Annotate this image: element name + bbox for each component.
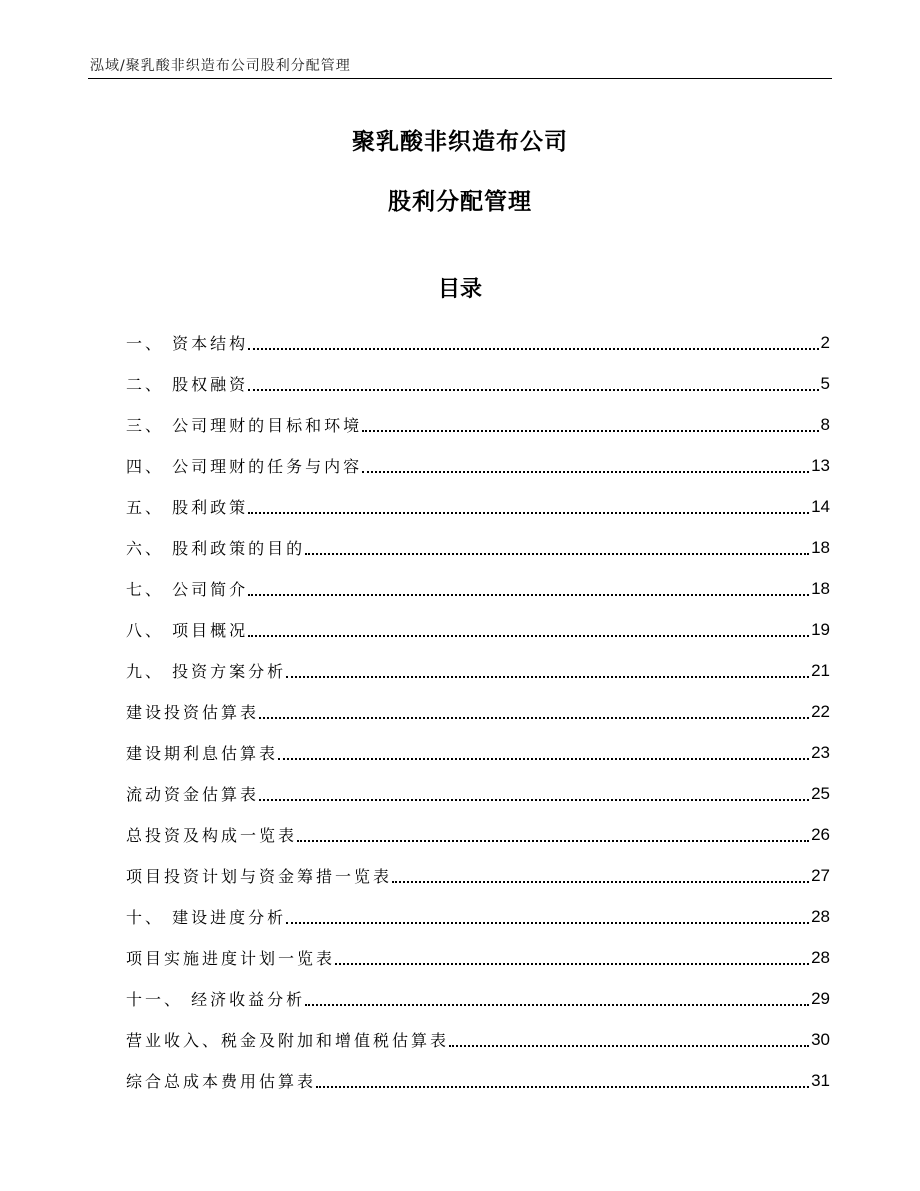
toc-entry-page: 18 [811, 537, 830, 557]
toc-entry-label: 综合总成本费用估算表 [126, 1072, 317, 1091]
toc-dot-leader [259, 799, 809, 801]
toc-entry[interactable] [126, 814, 830, 855]
toc-dot-leader [316, 1086, 809, 1088]
toc-entry-label: 八、 项目概况 [126, 621, 249, 640]
toc-dot-leader [259, 717, 809, 719]
table-of-contents [126, 322, 830, 1101]
toc-entry-page: 2 [820, 332, 830, 352]
toc-entry-label: 营业收入、税金及附加和增值税估算表 [126, 1031, 450, 1050]
toc-entry-label: 项目实施进度计划一览表 [126, 949, 336, 968]
toc-entry-page: 30 [811, 1029, 830, 1049]
toc-entry-page: 18 [811, 578, 830, 598]
toc-entry-label: 建设期利息估算表 [126, 744, 279, 763]
toc-entry-page: 8 [820, 414, 830, 434]
toc-entry-label: 十、 建设进度分析 [126, 908, 287, 927]
toc-dot-leader [278, 758, 809, 760]
toc-entry-label: 十一、 经济收益分析 [126, 990, 306, 1009]
toc-entry-page: 19 [811, 619, 830, 639]
toc-entry-label: 九、 投资方案分析 [126, 662, 287, 681]
header-divider [88, 78, 832, 79]
toc-entry-page: 29 [811, 988, 830, 1008]
toc-entry-page: 5 [820, 373, 830, 393]
toc-entry-label: 一、 资本结构 [126, 334, 249, 353]
toc-entry-page: 25 [811, 783, 830, 803]
toc-entry[interactable] [126, 527, 830, 568]
toc-entry-page: 23 [811, 742, 830, 762]
toc-dot-leader [297, 840, 809, 842]
toc-entry-page: 14 [811, 496, 830, 516]
toc-heading: 目录 [437, 277, 482, 302]
toc-entry[interactable] [126, 937, 830, 978]
toc-entry-label: 七、 公司简介 [126, 580, 249, 599]
toc-dot-leader [286, 676, 809, 678]
toc-entry[interactable] [126, 650, 830, 691]
toc-entry-label: 建设投资估算表 [126, 703, 260, 722]
toc-entry[interactable] [126, 691, 830, 732]
toc-entry[interactable] [126, 404, 830, 445]
toc-entry-label: 五、 股利政策 [126, 498, 249, 517]
toc-dot-leader [248, 594, 809, 596]
toc-entry-page: 27 [811, 865, 830, 885]
toc-entry[interactable] [126, 445, 830, 486]
toc-dot-leader [449, 1045, 809, 1047]
toc-entry[interactable] [126, 486, 830, 527]
toc-entry-label: 六、 股利政策的目的 [126, 539, 306, 558]
toc-entry-page: 28 [811, 906, 830, 926]
toc-entry-page: 31 [811, 1070, 830, 1090]
page-header: 泓域/聚乳酸非织造布公司股利分配管理 [90, 58, 351, 74]
toc-entry-label: 流动资金估算表 [126, 785, 260, 804]
toc-entry[interactable] [126, 773, 830, 814]
toc-dot-leader [248, 512, 809, 514]
toc-entry-page: 28 [811, 947, 830, 967]
toc-entry-label: 项目投资计划与资金筹措一览表 [126, 867, 393, 886]
toc-dot-leader [392, 881, 809, 883]
toc-entry-label: 二、 股权融资 [126, 375, 249, 394]
toc-entry[interactable] [126, 1060, 830, 1101]
toc-entry[interactable] [126, 322, 830, 363]
toc-entry[interactable] [126, 363, 830, 404]
toc-dot-leader [248, 389, 818, 391]
toc-entry-label: 总投资及构成一览表 [126, 826, 298, 845]
toc-entry[interactable] [126, 855, 830, 896]
toc-dot-leader [305, 1004, 809, 1006]
toc-dot-leader [248, 635, 809, 637]
toc-entry-label: 四、 公司理财的任务与内容 [126, 457, 363, 476]
toc-dot-leader [362, 471, 809, 473]
toc-entry[interactable] [126, 609, 830, 650]
document-title: 聚乳酸非织造布公司 [352, 129, 568, 155]
toc-entry[interactable] [126, 1019, 830, 1060]
toc-entry-page: 21 [811, 660, 830, 680]
toc-entry[interactable] [126, 896, 830, 937]
toc-dot-leader [248, 348, 818, 350]
toc-dot-leader [335, 963, 809, 965]
toc-entry[interactable] [126, 978, 830, 1019]
toc-dot-leader [286, 922, 809, 924]
toc-dot-leader [305, 553, 809, 555]
toc-dot-leader [362, 430, 818, 432]
toc-entry[interactable] [126, 568, 830, 609]
document-subtitle: 股利分配管理 [388, 189, 532, 215]
toc-entry-page: 22 [811, 701, 830, 721]
toc-entry[interactable] [126, 732, 830, 773]
toc-entry-page: 13 [811, 455, 830, 475]
toc-entry-page: 26 [811, 824, 830, 844]
toc-entry-label: 三、 公司理财的目标和环境 [126, 416, 363, 435]
